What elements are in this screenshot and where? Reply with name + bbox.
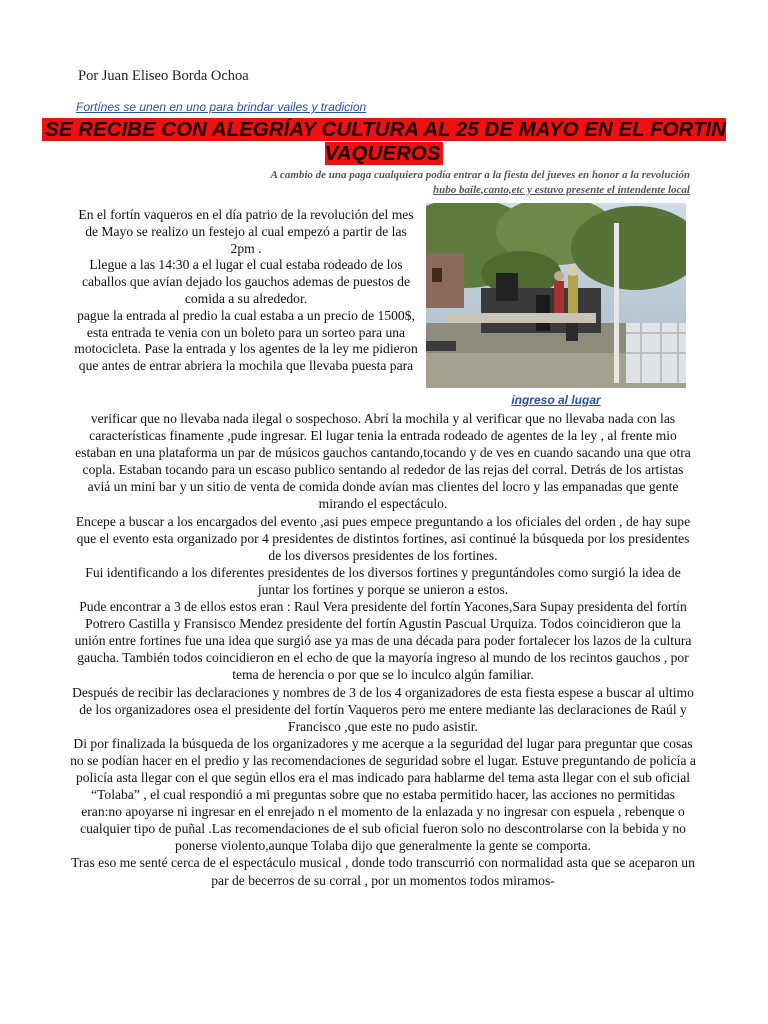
intro-paragraph: Llegue a las 14:30 a el lugar el cual estaba rodeado de los caballos que avían dejado los gauchos ademas de puestos de comida a su alrededor. bbox=[81, 257, 411, 306]
event-photo-illustration bbox=[426, 203, 686, 388]
author-byline: Por Juan Eliseo Borda Ochoa bbox=[78, 68, 249, 84]
headline-text: SE RECIBE CON ALEGRÍAY CULTURA AL 25 DE MAYO EN EL FORTIN VAQUEROS bbox=[42, 118, 726, 165]
deck bbox=[90, 168, 690, 197]
body-paragraph: verificar que no llevaba nada ilegal o sospechoso. Abrí la mochila y al verificar que no llevaba nada con las características finamente ,pude ingresar. El lugar tenia la entrada rodeado de agentes de la ley , al frente mio estaban en una plataforma un par de músicos gauchos cantando,tocando y de ves en cuando sacando una que otra copla. Estaban tocando para un escaso publico sentando al rededor de las rejas del corral. Detrás de los artistas aviá un mini bar y un sitio de venta de comida donde avían mas clientes del locro y las empanadas que gente mirando el espectáculo. bbox=[75, 411, 691, 512]
intro-paragraph: pague la entrada al predio la cual estaba a un precio de 1500$, esta entrada te venia con un boleto para un sorteo para una motocicleta. Pase la entrada y los agentes de la ley me pidieron que antes de entrar abriera la mochila que llevaba puesta para bbox=[74, 307, 418, 374]
deck-line-2: hubo baile,canto,etc y estuvo presente el intendente local bbox=[433, 183, 690, 196]
body-paragraph: Tras eso me senté cerca de el espectáculo musical , donde todo transcurrió con normalidad asta que se aceparon un par de becerros de su corral , por un momentos todos miramos- bbox=[71, 855, 695, 888]
article-body bbox=[70, 410, 696, 889]
photo-caption: ingreso al lugar bbox=[511, 393, 601, 407]
body-paragraph: Di por finalizada la búsqueda de los organizadores y me acerque a la seguridad del lugar para preguntar que cosas no se podían hacer en el predio y las recomendaciones de seguridad sobre el lugar. Estuve preguntando de policía a policía asta llegar con el que según ellos era el mas indicado para hablarme del tema asta llegar con el sub oficial “Tolaba” , el cual respondió a mi preguntas sobre que no estaba permitido hacer, las acciones no permitidas eran:no apoyarse ni ingresar en el enrejado n el momento de la enlazada y no ingresar con espuela , rebenque o cualquier tipo de puñal .Las recomendaciones de el sub oficial fueron solo no descontrolarse con la bebida y no ponerse violento,aunque Tolaba dijo que generalmente la gente se comporta. bbox=[70, 735, 696, 854]
deck-line-1: A cambio de una paga cualquiera podía entrar a la fiesta del jueves en honor a la revolución bbox=[270, 169, 690, 181]
body-paragraph: Pude encontrar a 3 de ellos estos eran : Raul Vera presidente del fortín Yacones,Sara Supay presidenta del fortín Potrero Castilla y Fransisco Mendez presidente del fortín Agustin Pascual Urquiza. Todos coincidieron que la unión entre fortines fue una idea que surgió ase ya mas de una década para poder fortalecer los lazos de la cultura gaucha. También todos coincidieron en el echo de que la mayoría ingreso al mundo de los recintos gauchos , por tema de herencia o por que se lo inculco algún familiar. bbox=[74, 599, 692, 683]
intro-paragraph: En el fortín vaqueros en el día patrio de la revolución del mes de Mayo se realizo un festejo al cual empezó a partir de las 2pm . bbox=[78, 207, 414, 256]
body-paragraph: Después de recibir las declaraciones y nombres de 3 de los 4 organizadores de esta fiesta espese a buscar al ultimo de los organizadores osea el presidente del fortín Vaqueros pero me entere mediante las declaraciones de Raúl y Francisco ,que este no pudo asistir. bbox=[72, 684, 694, 734]
body-paragraph: Fui identificando a los diferentes presidentes de los diversos fortines y preguntándoles como surgió la idea de juntar los fortines y porque se unieron a estos. bbox=[85, 564, 681, 597]
event-photo bbox=[426, 203, 686, 388]
intro-column bbox=[72, 207, 420, 375]
kicker-link[interactable]: Fortínes se unen en uno para brindar vailes y tradicion bbox=[76, 100, 367, 114]
headline bbox=[40, 118, 728, 166]
body-paragraph: Encepe a buscar a los encargados del evento ,asi pues empece preguntando a los oficiales del orden , de hay supe que el evento esta organizado por 4 presidentes de distintos fortines, asi continué la búsqueda por los presidentes de los diversos presidentes de los fortines. bbox=[75, 513, 691, 563]
